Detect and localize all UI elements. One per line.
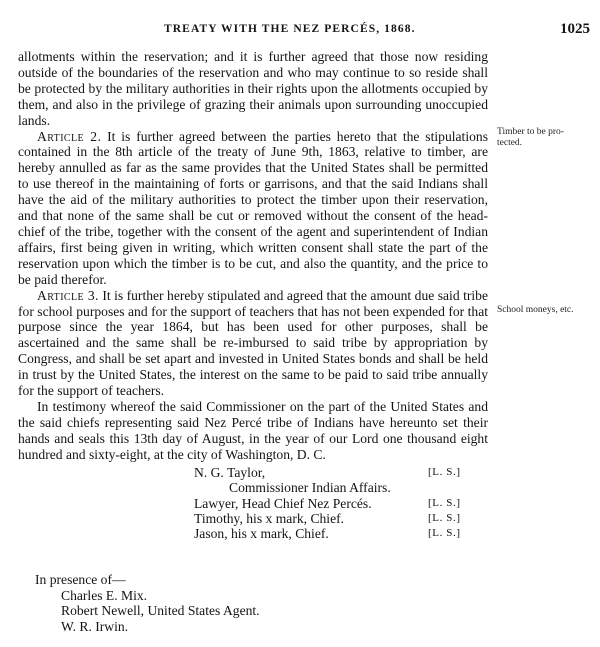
margin-note-school [497,305,597,316]
signature-row [194,511,480,527]
signer-title: Commissioner Indian Affairs. [229,479,391,495]
paragraph-article-2 [18,129,488,288]
article-heading: Article 2. [37,128,102,144]
seal-mark: [L. S.] [428,465,461,478]
witness-block [35,572,260,634]
seal-mark: [L. S.] [428,526,461,539]
presence-label: In presence of— [35,572,126,587]
witness-name: Charles E. Mix. [61,587,148,603]
witness-name: W. R. Irwin. [61,618,129,634]
witness-name: Robert Newell, United States Agent. [61,603,260,619]
margin-note-timber [497,127,597,149]
signature-row [194,496,480,512]
paragraph-text: It is further agreed between the parties hereto that the stipulations contained in the 8th article of the treaty of June 9th, 1863, relative to timber, are hereby annulled as far as the same provides that the United States shall be permitted to use thereof in the maintaining of forts or garrisons, and that the said Indians shall have the aid of the military authorities to protect the timber upon their reservation, and that none of the same shall be cut or removed without the consent of the head-chief of the tribe, together with the consent of the agent and superintendent of Indian affairs, first being given in writing, which written consent shall state the part of the reservation upon which the timber is to be cut, and also the quantity, and the price to be paid therefor. [18,128,488,287]
seal-mark: [L. S.] [428,496,461,509]
paragraph-allotments [18,49,488,129]
paragraph-text: allotments within the reservation; and it is further agreed that those now residing outside of the boundaries of the reservation and who may continue to so reside shall be protected by the military authorities in their rights upon the allotments occupied by them, and also in the privilege of grazing their animals upon surrounding unoccupied lands. [18,49,488,128]
margin-note-line: tected. [497,138,523,148]
treaty-text [18,49,488,541]
article-heading: Article 3. [37,287,99,303]
paragraph-text: In testimony whereof the said Commissioner on the part of the United States and the said chiefs representing said Nez Percé tribe of Indians have hereunto set their hands and seals this 13th day of August, in the year of our Lord one thousand eight hundred and sixty-eight, at the city of Washington, D. C. [18,398,488,462]
page-number: 1025 [560,21,590,37]
signer-name: Jason, his x mark, Chief. [194,525,329,541]
signature-row [194,465,480,481]
paragraph-text: It is further hereby stipulated and agreed that the amount due said tribe for school purposes and for the support of teachers that has not been expended for that purpose since the year 1864, but has been used for other purposes, shall be ascertained and the same shall be re-imbursed to said tribe by appropriation by Congress, and shall be set apart and invested in United States bonds and shall be held in trust by the United States, the interest on the same to be paid to said tribe annually for the support of teachers. [18,287,488,399]
running-title: TREATY WITH THE NEZ PERCÉS, 1868. [164,23,416,35]
signer-name: N. G. Taylor, [194,464,266,480]
signature-block [18,465,488,541]
margin-note-line: Timber to be pro- [497,127,564,137]
paragraph-article-3 [18,288,488,399]
signature-row [194,526,480,542]
signer-name: Timothy, his x mark, Chief. [194,510,345,526]
seal-mark: [L. S.] [428,511,461,524]
signer-name: Lawyer, Head Chief Nez Percés. [194,495,372,511]
page-header [0,22,600,42]
signature-row [194,480,480,496]
paragraph-testimony [18,399,488,463]
margin-note-line: School moneys, etc. [497,305,574,315]
